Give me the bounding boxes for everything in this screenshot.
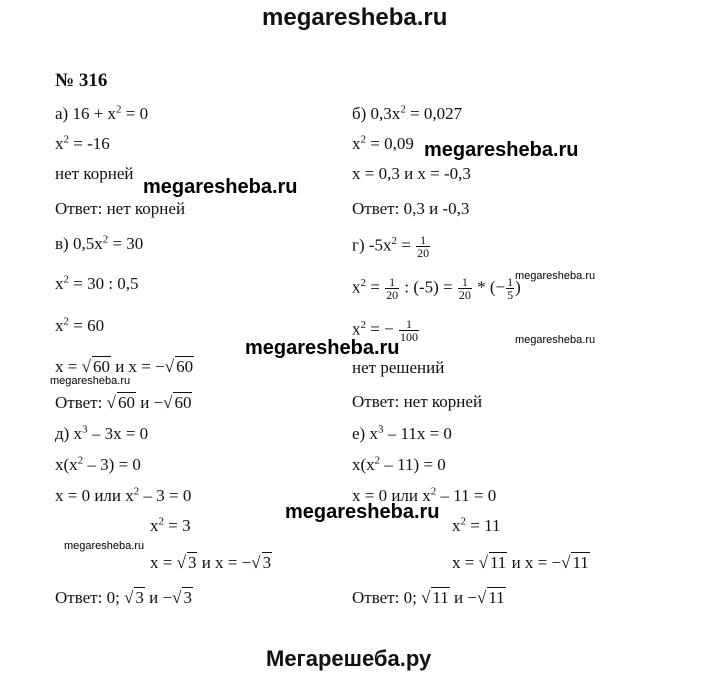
part-b-answer: Ответ: 0,3 и -0,3 xyxy=(352,199,470,218)
part-b-roots: x = 0,3 и x = -0,3 xyxy=(352,164,471,183)
part-d-cases: x = 0 или $x^2 - 3 = 0$ xyxy=(55,485,192,505)
part-g-equation: г) $-5x^2$ = $\frac{1}{20}$ xyxy=(352,233,430,260)
part-a-note: нет корней xyxy=(55,164,134,183)
watermark-small: megaresheba.ru xyxy=(50,375,131,387)
part-e-step: $x^2 = 11$ xyxy=(452,515,501,535)
part-b-step: $x^2 = 0,09$ xyxy=(352,133,414,153)
part-d-step: $x^2 = 3$ xyxy=(150,515,191,535)
part-e-factor: $x(x^2 - 11) = 0$ xyxy=(352,454,446,474)
part-d-roots: x = √ 3 и x = −√ 3 xyxy=(150,552,272,573)
site-header[interactable]: megaresheba.ru xyxy=(262,4,448,31)
part-a-step: $x^2 = -16$ xyxy=(55,133,110,153)
watermark-small: megaresheba.ru xyxy=(515,334,596,346)
problem-number: № 316 xyxy=(55,70,108,91)
part-g-answer: Ответ: нет корней xyxy=(352,392,483,411)
part-v-step1: $x^2 = 30$ : 0,5 xyxy=(55,273,139,293)
watermark: megaresheba.ru xyxy=(143,176,298,198)
part-g-note: нет решений xyxy=(352,358,445,377)
part-v-step2: $x^2 = 60$ xyxy=(55,315,105,335)
part-e-roots: x = √ 11 и x = −√ 11 xyxy=(452,552,590,573)
footer-brand[interactable]: Мегарешеба.ру xyxy=(266,646,432,671)
part-g-step2: $x^2$ = − $\frac{1}{100}$ xyxy=(352,317,418,344)
part-a-answer: Ответ: нет корней xyxy=(55,199,186,218)
part-d-factor: $x(x^2 - 3) = 0$ xyxy=(55,454,141,474)
watermark-small: megaresheba.ru xyxy=(515,270,596,282)
part-a-equation: а) $16 + x^2 = 0$ xyxy=(55,103,149,123)
part-v-roots: x = √ 60 и x = −√ 60 xyxy=(55,356,194,377)
part-e-answer: Ответ: 0; √ 11 и −√ 11 xyxy=(352,587,506,608)
part-e-cases: x = 0 или $x^2 - 11 = 0$ xyxy=(352,485,497,505)
part-v-answer: Ответ: √ 60 и −√ 60 xyxy=(55,392,192,413)
part-e-equation: е) $x^3 - 11x = 0$ xyxy=(352,423,452,443)
watermark: megaresheba.ru xyxy=(424,139,579,161)
watermark: megaresheba.ru xyxy=(245,337,400,359)
part-d-equation: д) $x^3 - 3x = 0$ xyxy=(55,423,149,443)
watermark-small: megaresheba.ru xyxy=(64,540,145,552)
part-g-step1: $x^2$ = $\frac{1}{20}$ : (-5) = $\frac{1}{20}$ * (− $\frac{1}{5}$ ) xyxy=(352,275,521,302)
part-b-equation: б) $0,3x^2 = 0,027$ xyxy=(352,103,463,123)
watermark: megaresheba.ru xyxy=(285,501,440,523)
part-v-equation: в) $0,5x^2 = 30$ xyxy=(55,233,144,253)
part-d-answer: Ответ: 0; √ 3 и −√ 3 xyxy=(55,587,193,608)
